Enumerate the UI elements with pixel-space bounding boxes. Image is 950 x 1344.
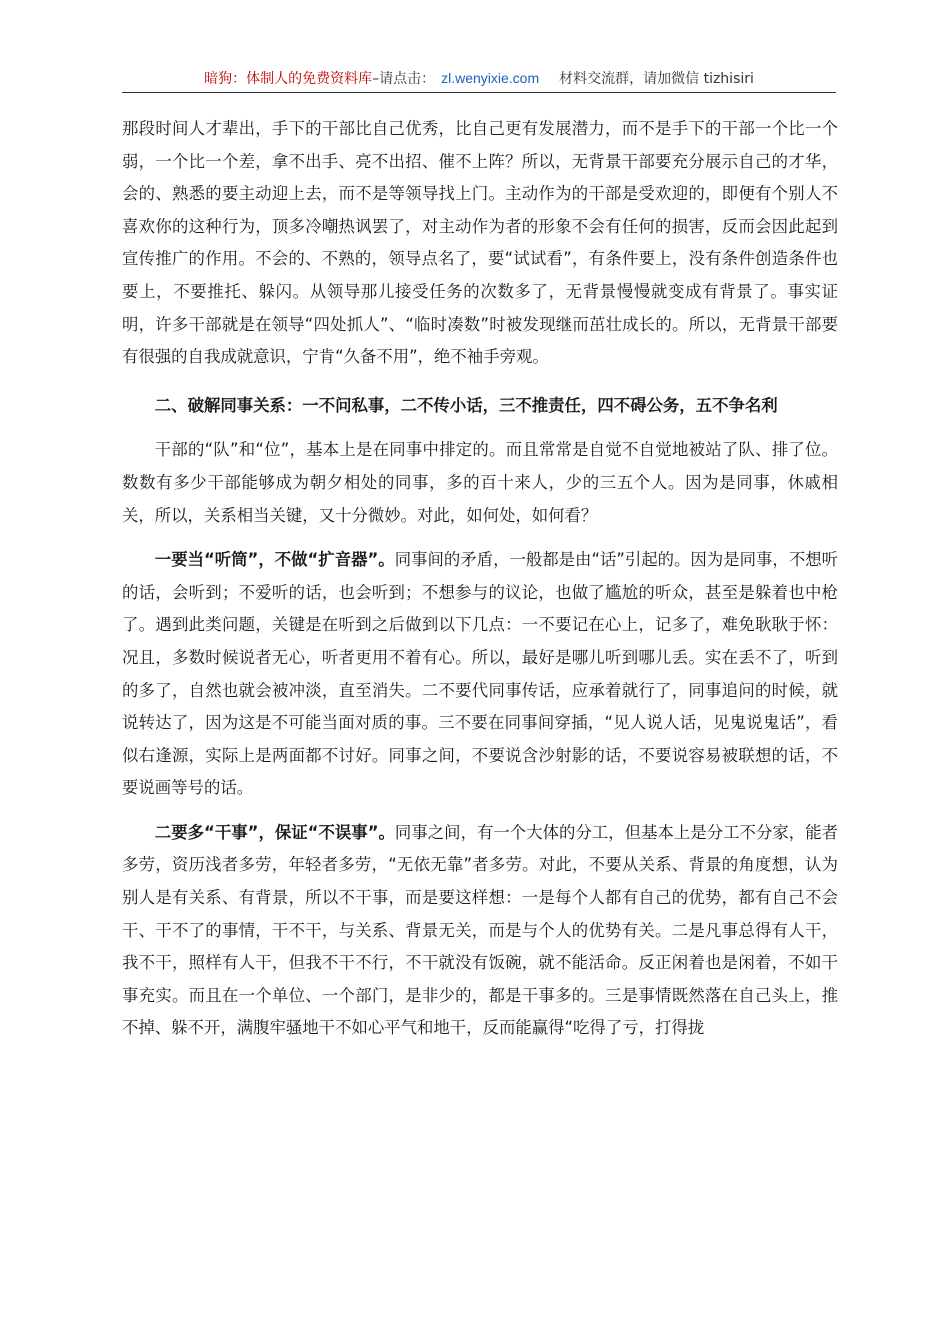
paragraph-1: 那段时间人才辈出，手下的干部比自己优秀，比自己更有发展潜力，而不是手下的干部一个比一个弱，一个比一个差，拿不出手、亮不出招、催不上阵？所以，无背景干部要充分展示自己的才华，会的、熟悉的要主动迎上去，而不是等领导找上门。主动作为的干部是受欢迎的，即便有个别人不喜欢你的这种行为，顶多冷嘲热讽罢了，对主动作为者的形象不会有任何的损害，反而会因此起到宣传推广的作用。不会的、不熟的，领导点名了，要“试试看”，有条件要上，没有条件创造条件也要上，不要推托、躲闪。从领导那儿接受任务的次数多了，无背景慢慢就变成有背景了。事实证明，许多干部就是在领导“四处抓人”、“临时凑数”时被发现继而茁壮成长的。所以，无背景干部要有很强的自我成就意识，宁肯“久备不用”，绝不袖手旁观。	[122, 119, 838, 367]
paragraph-3	[122, 544, 838, 805]
header-group-info: 材料交流群，请加微信 tizhisiri	[559, 71, 754, 87]
page-header	[122, 66, 836, 93]
paragraph-2: 干部的“队”和“位”，基本上是在同事中排定的。而且常常是自觉不自觉地被站了队、排了位。数数有多少干部能够成为朝夕相处的同事，多的百十来人，少的三五个人。因为是同事，休戚相关，所以，关系相当关键，又十分微妙。对此，如何处，如何看？	[122, 440, 838, 525]
section-heading-2: 二、破解同事关系：一不问私事，二不传小话，三不推责任，四不碍公务，五不争名利	[154, 395, 778, 415]
header-site-name: 暗狗：体制人的免费资料库	[204, 71, 373, 87]
paragraph-3-lead: 一要当“听筒”，不做“扩音器”。	[154, 550, 395, 570]
paragraph-4	[122, 817, 838, 1045]
header-link[interactable]: zl.wenyixie.com	[441, 70, 540, 86]
paragraph-4-body: 同事之间，有一个大体的分工，但基本上是分工不分家，能者多劳，资历浅者多劳，年轻者多劳，“无依无靠”者多劳。对此，不要从关系、背景的角度想，认为别人是有关系、有背景，所以不干事，而是要这样想：一是每个人都有自己的优势，都有自己不会干、干不了的事情，干不干，与关系、背景无关，而是与个人的优势有关。二是凡事总得有人干，我不干，照样有人干，但我不干不行，不干就没有饭碗，就不能活命。反正闲着也是闲着，不如干事充实。而且在一个单位、一个部门，是非少的，都是干事多的。三是事情既然落在自己头上，推不掉、躲不开，满腹牢骚地干不如心平气和地干，反而能赢得“吃得了亏，打得拢	[122, 822, 839, 1038]
paragraph-3-body: 同事间的矛盾，一般都是由“话”引起的。因为是同事，不想听的话，会听到；不爱听的话，也会听到；不想参与的议论，也做了尴尬的听众，甚至是躲着也中枪了。遇到此类问题，关键是在听到之后做到以下几点：一不要记在心上，记多了，难免耿耿于怀：况且，多数时候说者无心，听者更用不着有心。所以，最好是哪儿听到哪儿丢。实在丢不了，听到的多了，自然也就会被冲淡，直至消失。二不要代同事传话，应承着就行了，同事追问的时候，就说转达了，因为这是不可能当面对质的事。三不要在同事间穿插，“见人说人话，见鬼说鬼话”，看似右逢源，实际上是两面都不讨好。同事之间，不要说含沙射影的话，不要说容易被联想的话，不要说画等号的话。	[122, 550, 839, 798]
header-prompt: –请点击：	[372, 71, 436, 87]
document-body	[122, 113, 838, 1045]
paragraph-4-lead: 二要多“干事”，保证“不误事”。	[154, 822, 395, 842]
